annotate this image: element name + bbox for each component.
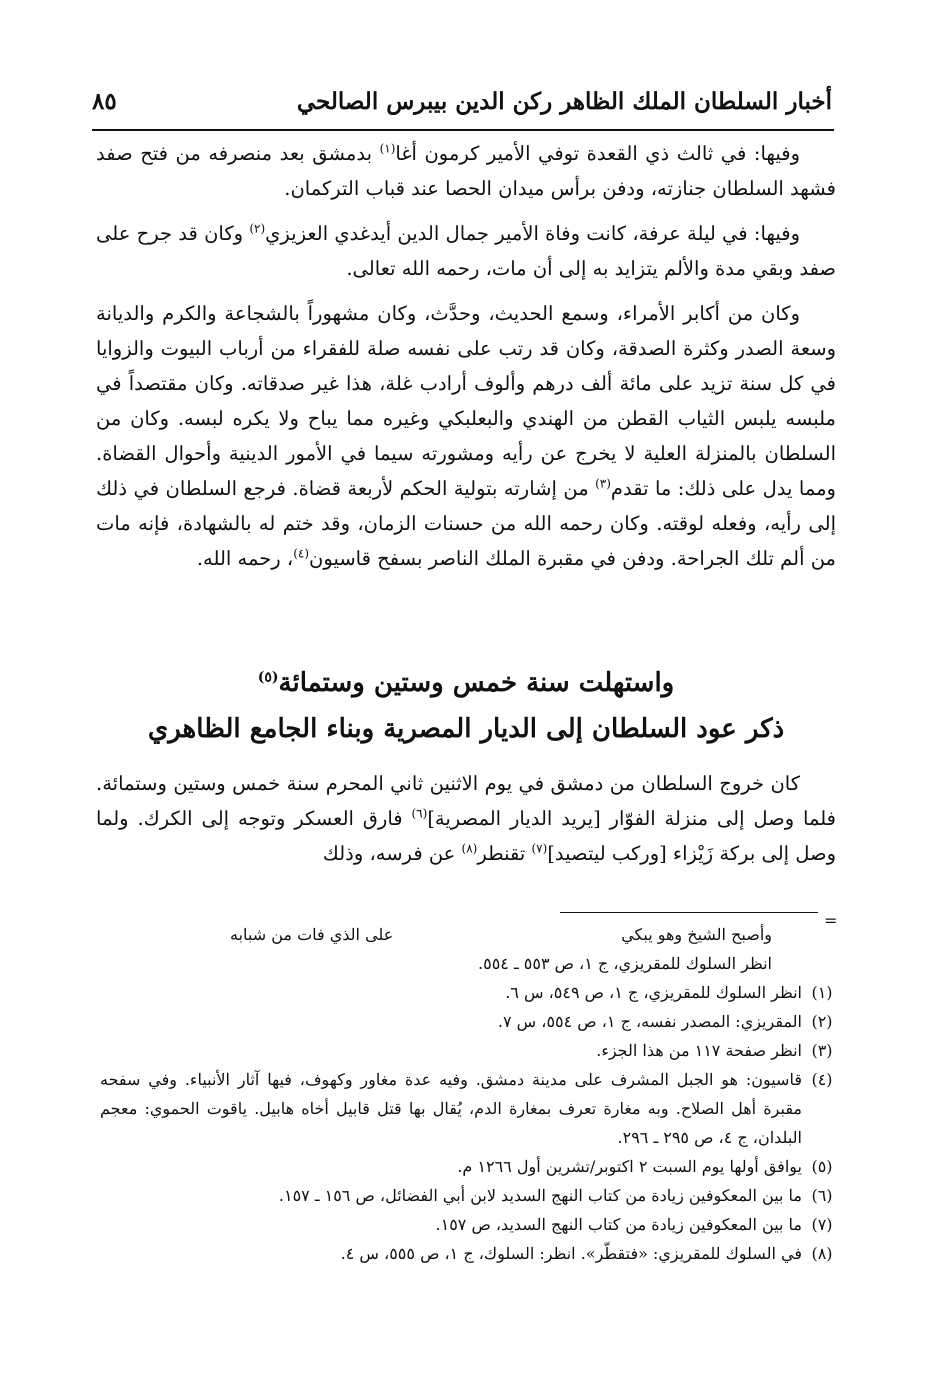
footnote-item	[100, 1181, 842, 1210]
footnote-ref-8: (٨)	[461, 841, 478, 856]
footnote-text: قاسيون: هو الجبل المشرف على مدينة دمشق. وفيه عدة مغاور وكهوف، فيها آثار الأنبياء. وفي سفحه مقبرة أهل الصلاح. وبه مغارة تعرف بمغارة الدم، يُقال بها قتل قابيل أخاه هابيل. ياقوت الحموي: معجم البلدان، ج ٤، ص ٢٩٥ ـ ٢٩٦.	[100, 1070, 802, 1147]
page-number: ٨٥	[92, 88, 117, 115]
year-heading: واستهلت سنة خمس وستين وستمائة$^{(٥)}$	[257, 668, 675, 698]
footnote-number: (٦)	[811, 1186, 833, 1205]
footnote-text: في السلوك للمقريزي: «فتقطّر». انظر: السلوك، ج ١، ص ٥٥٥، س ٤.	[340, 1244, 802, 1263]
paragraph-1: وفيها: في ثالث ذي القعدة توفي الأمير كرمون أغا$^{(١)}$ بدمشق بعد منصرفه من فتح صفد فشهد السلطان جنازته، ودفن برأس ميدان الحصا عند قباب التركمان.	[96, 141, 836, 200]
footnote-ref-6: (٦)	[411, 806, 428, 821]
footnote-number: (٤)	[811, 1070, 833, 1089]
footnote-item	[100, 1036, 842, 1065]
running-title: أخبار السلطان الملك الظاهر ركن الدين بيبرس الصالحي	[296, 88, 832, 115]
footnote-ref-4: (٤)	[293, 546, 310, 561]
header-rule	[92, 129, 834, 131]
footnote-text: انظر صفحة ١١٧ من هذا الجزء.	[596, 1041, 802, 1060]
footnote-item	[100, 978, 842, 1007]
footnote-number: (٥)	[811, 1157, 833, 1176]
footnote-ref-7: (٧)	[531, 841, 548, 856]
paragraph-4: كان خروج السلطان من دمشق في يوم الاثنين ثاني المحرم سنة خمس وستين وستمائة. فلما وصل إلى منزلة الفوّار [يريد الديار المصرية]$^{(٦)}$ فارق العسكر وتوجه إلى الكرك. ولما وصل إلى بركة زَيْزاء [وركب ليتصيد]$^{(٧)}$ تقنطر$^{(٨)}$ عن فرسه، وذلك	[96, 772, 836, 865]
footnote-number: (٢)	[811, 1012, 833, 1031]
footnote-ref-2: (٢)	[249, 221, 266, 236]
footnote-text: يوافق أولها يوم السبت ٢ اكتوبر/تشرين أول ١٢٦٦ م.	[457, 1157, 802, 1176]
footnote-item	[100, 1007, 842, 1036]
footnote-number: (٨)	[811, 1244, 833, 1263]
verse-reference: انظر السلوك للمقريزي، ج ١، ص ٥٥٣ ـ ٥٥٤.	[478, 954, 772, 973]
footnote-number: (٧)	[811, 1215, 833, 1234]
section-headings	[96, 660, 836, 752]
footnote-ref-1: (١)	[379, 141, 396, 156]
footnotes	[100, 920, 842, 1268]
verse-hemistich-2: على الذي فات من شبابه	[230, 925, 394, 944]
running-header	[92, 86, 832, 126]
footnote-number: (١)	[811, 983, 833, 1002]
verse-line	[100, 920, 842, 949]
footnote-continuation-mark: =	[824, 911, 838, 930]
footnote-ref-3: (٣)	[595, 476, 611, 491]
footnote-number: (٣)	[811, 1041, 833, 1060]
section-title: ذكر عود السلطان إلى الديار المصرية وبناء الجامع الظاهري	[147, 714, 785, 744]
section-text	[96, 766, 836, 871]
paragraph-2: وفيها: في ليلة عرفة، كانت وفاة الأمير جمال الدين أيدغدي العزيزي$^{(٢)}$ وكان قد جرح على صفد وبقي مدة والألم يتزايد به إلى أن مات، رحمه الله تعالى.	[96, 221, 836, 280]
paragraph-3: وكان من أكابر الأمراء، وسمع الحديث، وحدَّث، وكان مشهوراً بالشجاعة والكرم والديانة وسعة الصدر وكثرة الصدقة، وكان قد رتب على نفسه صلة للفقراء من أرباب البيوت والزوايا في كل سنة تزيد على مائة ألف درهم وألوف أرادب غلة، هذا غير صدقاته. وكان مقتصداً في ملبسه يلبس الثياب القطن من الهندي والبعلبكي وغيره مما يباح ولا يكره لبسه. وكان من السلطان بالمنزلة العلية لا يخرج عن رأيه ومشورته سيما في الأمور الدينية وأحوال القضاة. ومما يدل على ذلك: ما تقدم$^{(٣)}$ من إشارته بتولية الحكم لأربعة قضاة. فرجع السلطان في ذلك إلى رأيه، وفعله لوقته. وكان رحمه الله من حسنات الزمان، وقد ختم له بالشهادة، فإنه مات من ألم تلك الجراحة. ودفن في مقبرة الملك الناصر بسفح قاسيون$^{(٤)}$، رحمه الله.	[96, 302, 836, 570]
footnote-item	[100, 1065, 842, 1152]
footnote-item	[100, 1239, 842, 1268]
footnote-item	[100, 1210, 842, 1239]
footnote-item	[100, 1152, 842, 1181]
footnote-text: المقريزي: المصدر نفسه، ج ١، ص ٥٥٤، س ٧.	[497, 1012, 802, 1031]
main-text	[96, 136, 836, 586]
footnote-text: انظر السلوك للمقريزي، ج ١، ص ٥٤٩، س ٦.	[505, 983, 802, 1002]
footnote-rule	[560, 912, 818, 913]
footnote-ref-5: (٥)	[257, 669, 279, 686]
footnote-text: ما بين المعكوفين زيادة من كتاب النهج السديد، ص ١٥٧.	[435, 1215, 802, 1234]
footnote-text: ما بين المعكوفين زيادة من كتاب النهج السديد لابن أبي الفضائل، ص ١٥٦ ـ ١٥٧.	[278, 1186, 802, 1205]
verse-hemistich-1: وأصبح الشيخ وهو يبكي	[621, 925, 772, 944]
